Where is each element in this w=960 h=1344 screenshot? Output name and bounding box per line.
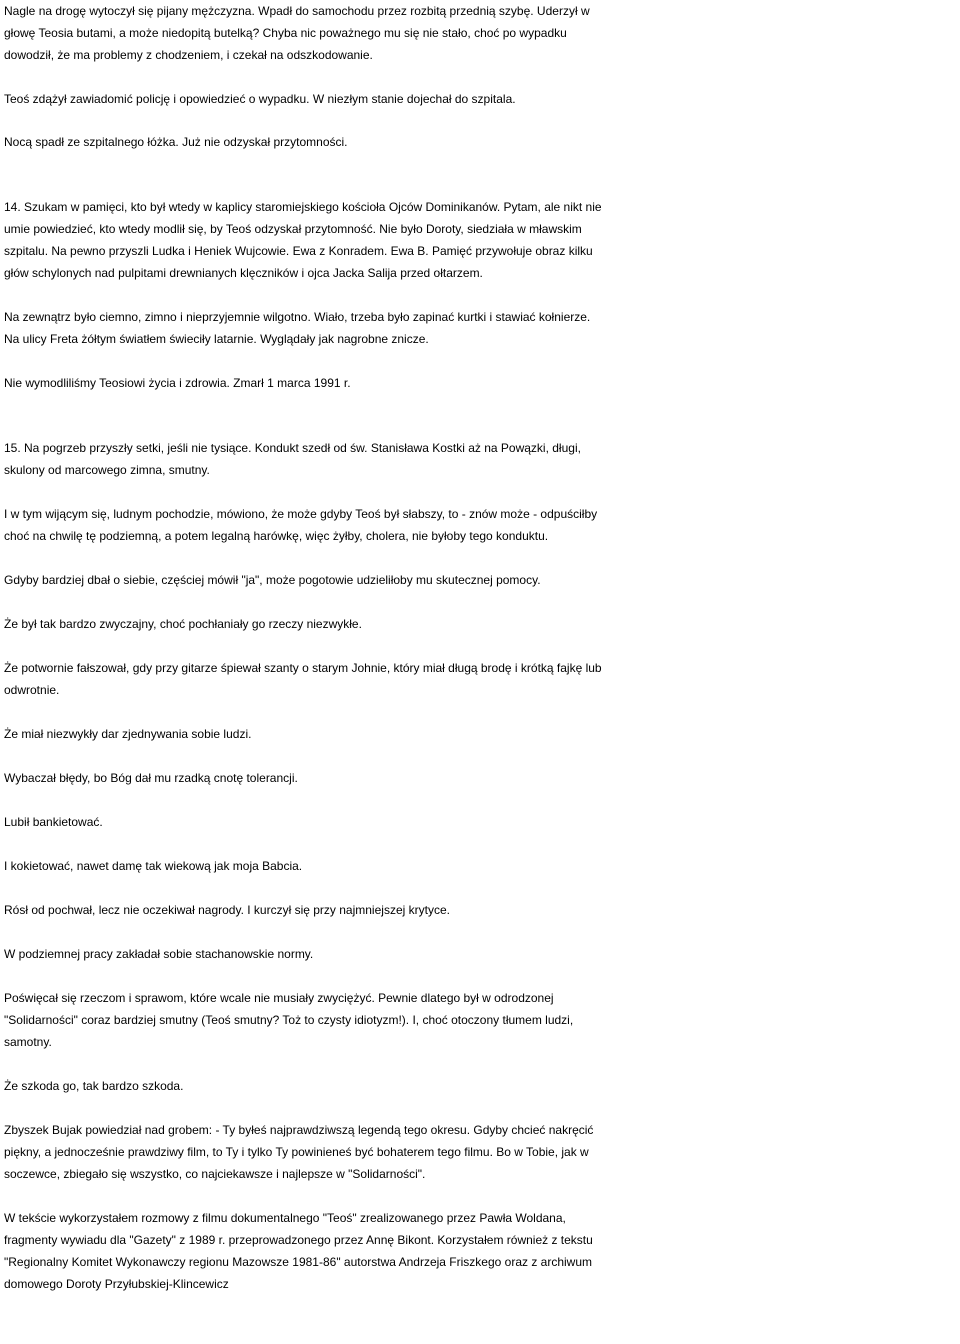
text-line: Nocą spadł ze szpitalnego łóżka. Już nie odzyskał przytomności. (4, 135, 348, 149)
text-line: 14. Szukam w pamięci, kto był wtedy w kaplicy staromiejskiego kościoła Ojców Dominikanów. Pytam, ale nikt nie (4, 200, 602, 214)
text-line: "Solidarności" coraz bardziej smutny (Teoś smutny? Toż to czysty idiotyzm!). I, choć otoczony tłumem ludzi, (4, 1013, 574, 1027)
text-line: Lubił bankietować. (4, 815, 103, 829)
text-line: głów schylonych nad pulpitami drewnianych klęczników i ojca Jacka Salija przed ołtarzem. (4, 266, 483, 280)
text-line: W tekście wykorzystałem rozmowy z filmu dokumentalnego "Teoś" zrealizowanego przez Pawła Woldana, (4, 1211, 566, 1225)
paragraph-gap (4, 833, 956, 855)
section-gap (4, 153, 956, 196)
paragraph-gap (4, 965, 956, 987)
paragraph-gap (4, 66, 956, 88)
paragraph (4, 503, 956, 547)
text-line: Na zewnątrz było ciemno, zimno i nieprzyjemnie wilgotno. Wiało, trzeba było zapinać kurtki i stawiać kołnierze. (4, 310, 591, 324)
paragraph (4, 767, 956, 789)
paragraph (4, 131, 956, 153)
paragraph-gap (4, 701, 956, 723)
paragraph (4, 899, 956, 921)
text-line: domowego Doroty Przyłubskiej-Klincewicz (4, 1277, 229, 1291)
text-line: Na ulicy Freta żółtym światłem świeciły latarnie. Wyglądały jak nagrobne znicze. (4, 332, 429, 346)
paragraph-gap (4, 921, 956, 943)
text-line: Nagle na drogę wytoczył się pijany mężczyzna. Wpadł do samochodu przez rozbitą przednią szybę. Uderzył w (4, 4, 590, 18)
text-line: Że był tak bardzo zwyczajny, choć pochłaniały go rzeczy niezwykłe. (4, 617, 362, 631)
paragraph (4, 196, 956, 284)
text-line: soczewce, zbiegało się wszystko, co najciekawsze i najlepsze w "Solidarności". (4, 1167, 426, 1181)
text-line: Że miał niezwykły dar zjednywania sobie ludzi. (4, 727, 252, 741)
text-line: Że potwornie fałszował, gdy przy gitarze śpiewał szanty o starym Johnie, który miał długą brodę i krótką fajkę lub (4, 661, 602, 675)
text-line: Gdyby bardziej dbał o siebie, częściej mówił "ja", może pogotowie udzieliłoby mu skutecznej pomocy. (4, 573, 541, 587)
paragraph-gap (4, 1053, 956, 1075)
text-line: 15. Na pogrzeb przyszły setki, jeśli nie tysiące. Kondukt szedł od św. Stanisława Kostki aż na Powązki, długi, (4, 441, 581, 455)
paragraph (4, 987, 956, 1053)
text-line: choć na chwilę tę podziemną, a potem legalną harówkę, więc żyłby, cholera, nie byłoby tego konduktu. (4, 529, 549, 543)
paragraph (4, 855, 956, 877)
paragraph (4, 943, 956, 965)
text-line: Poświęcał się rzeczom i sprawom, które wcale nie musiały zwyciężyć. Pewnie dlatego był w odrodzonej (4, 991, 554, 1005)
text-line: umie powiedzieć, kto wtedy modlił się, by Teoś odzyskał przytomność. Nie było Doroty, siedziała w mławskim (4, 222, 582, 236)
text-line: dowodził, że ma problemy z chodzeniem, i czekał na odszkodowanie. (4, 48, 373, 62)
text-line: Że szkoda go, tak bardzo szkoda. (4, 1079, 184, 1093)
paragraph (4, 372, 956, 394)
text-line: Rósł od pochwał, lecz nie oczekiwał nagrody. I kurczył się przy najmniejszej krytyce. (4, 903, 450, 917)
paragraph-gap (4, 789, 956, 811)
text-line: głowę Teosia butami, a może niedopitą butelką? Chyba nic poważnego mu się nie stało, choć po wypadku (4, 26, 567, 40)
paragraph (4, 437, 956, 481)
paragraph-gap (4, 745, 956, 767)
paragraph (4, 0, 956, 66)
paragraph-gap (4, 481, 956, 503)
paragraph-gap (4, 1097, 956, 1119)
paragraph-gap (4, 877, 956, 899)
paragraph-gap (4, 110, 956, 131)
paragraph (4, 657, 956, 701)
paragraph (4, 723, 956, 745)
paragraph-gap (4, 547, 956, 569)
text-line: szpitalu. Na pewno przyszli Ludka i Heniek Wujcowie. Ewa z Konradem. Ewa B. Pamięć przywołuje obraz kilku (4, 244, 593, 258)
paragraph (4, 1075, 956, 1097)
text-line: Wybaczał błędy, bo Bóg dał mu rzadką cnotę tolerancji. (4, 771, 298, 785)
paragraph-gap (4, 350, 956, 372)
paragraph (4, 569, 956, 591)
paragraph-gap (4, 591, 956, 613)
paragraph (4, 1207, 956, 1295)
text-line: odwrotnie. (4, 683, 60, 697)
text-line: I kokietować, nawet damę tak wiekową jak moja Babcia. (4, 859, 303, 873)
text-line: fragmenty wywiadu dla "Gazety" z 1989 r. przeprowadzonego przez Annę Bikont. Korzystałem również z tekstu (4, 1233, 593, 1247)
paragraph-gap (4, 1185, 956, 1207)
text-line: piękny, a jednocześnie prawdziwy film, to Ty i tylko Ty powinieneś być bohaterem tego filmu. Bo w Tobie, jak w (4, 1145, 589, 1159)
paragraph (4, 1119, 956, 1185)
paragraph-gap (4, 284, 956, 306)
paragraph (4, 811, 956, 833)
text-line: skulony od marcowego zimna, smutny. (4, 463, 210, 477)
text-line: I w tym wijącym się, ludnym pochodzie, mówiono, że może gdyby Teoś był słabszy, to - znów może - odpuściłby (4, 507, 598, 521)
section-gap (4, 394, 956, 437)
paragraph (4, 306, 956, 350)
text-line: Teoś zdążył zawiadomić policję i opowiedzieć o wypadku. W niezłym stanie dojechał do szpitala. (4, 92, 516, 106)
text-line: Zbyszek Bujak powiedział nad grobem: - Ty byłeś najprawdziwszą legendą tego okresu. Gdyby chcieć nakręcić (4, 1123, 594, 1137)
text-line: "Regionalny Komitet Wykonawczy regionu Mazowsze 1981-86" autorstwa Andrzeja Friszkego oraz z archiwum (4, 1255, 593, 1269)
paragraph (4, 88, 956, 110)
document-body (4, 0, 956, 1295)
text-line: Nie wymodliliśmy Teosiowi życia i zdrowia. Zmarł 1 marca 1991 r. (4, 376, 351, 390)
text-line: W podziemnej pracy zakładał sobie stachanowskie normy. (4, 947, 314, 961)
paragraph (4, 613, 956, 635)
text-line: samotny. (4, 1035, 52, 1049)
paragraph-gap (4, 635, 956, 657)
